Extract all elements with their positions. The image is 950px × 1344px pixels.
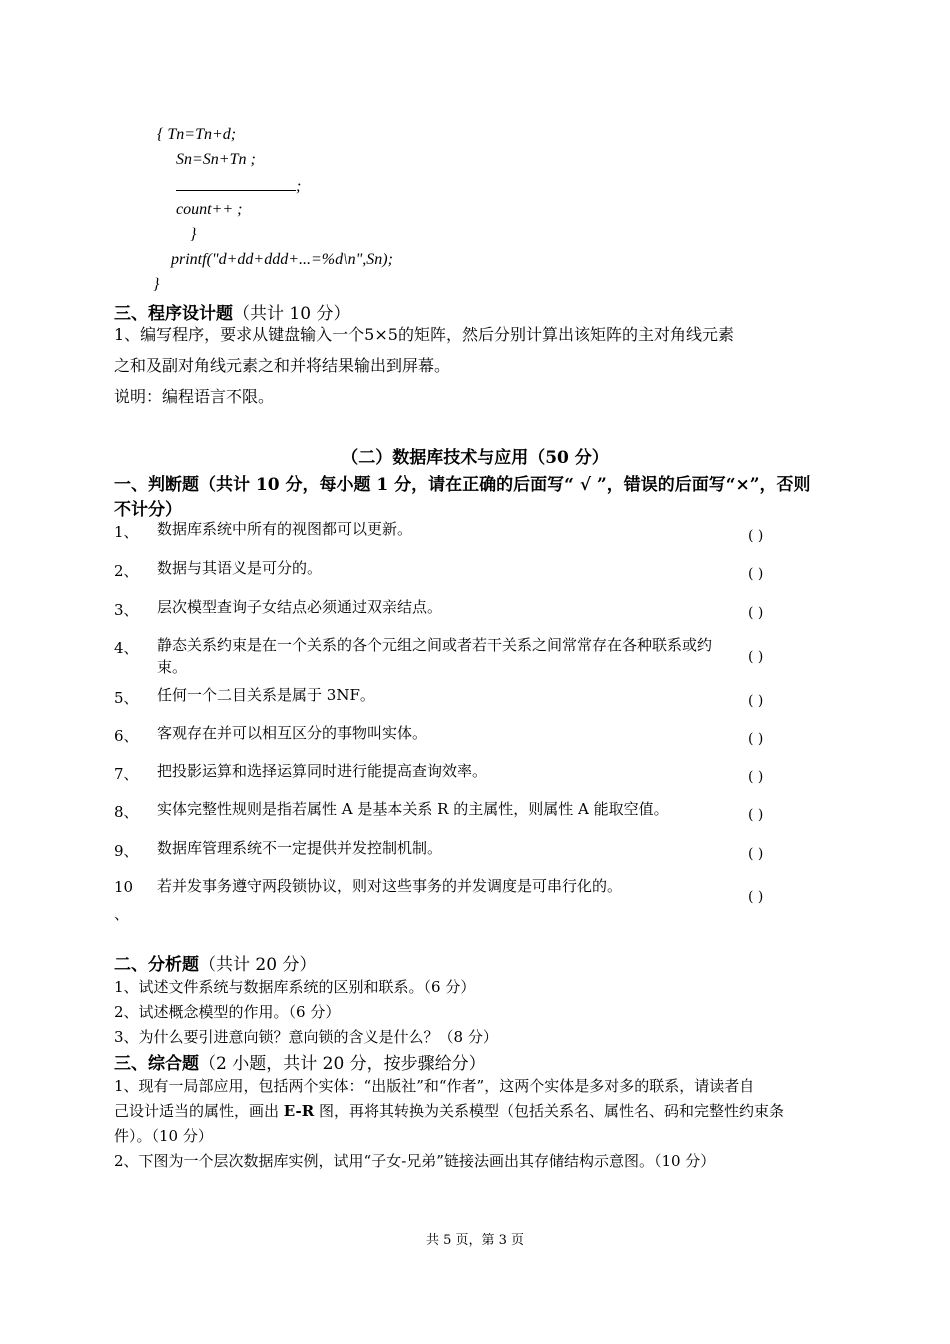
- judge-item-number: 10: [114, 878, 134, 896]
- comprehensive-question-1-line-2: 己设计适当的属性，画出 E-R 图，再将其转换为关系模型（包括关系名、属性名、码和完整性约束条: [114, 1102, 784, 1120]
- answer-paren[interactable]: ( ): [748, 649, 764, 665]
- section-analysis: 二、分析题（共计 20 分）: [114, 955, 317, 975]
- page-footer: 共 5 页，第 3 页: [425, 1233, 525, 1248]
- code-line-1: { Tn=Tn+d;: [157, 126, 237, 143]
- judge-item-number: 4、: [114, 639, 139, 657]
- answer-paren[interactable]: ( ): [748, 769, 764, 785]
- judge-item-text: 客观存在并可以相互区分的事物叫实体。: [157, 724, 428, 742]
- judge-item-text: 实体完整性规则是指若属性 A 是基本关系 R 的主属性，则属性 A 能取空值。: [157, 800, 669, 818]
- judge-item-number: 1、: [114, 523, 139, 541]
- answer-paren[interactable]: ( ): [748, 693, 764, 709]
- judge-item-number: 3、: [114, 601, 139, 619]
- code-line-7: }: [153, 276, 160, 293]
- code-line-5: }: [190, 226, 197, 243]
- program-question-line-1: 1、编写程序，要求从键盘输入一个5×5的矩阵，然后分别计算出该矩阵的主对角线元素: [114, 325, 734, 344]
- judge-item-text: 把投影运算和选择运算同时进行能提高查询效率。: [157, 762, 488, 780]
- judge-item-number-suffix: 、: [114, 905, 130, 923]
- comprehensive-question-1-line-1: 1、现有一局部应用，包括两个实体：“出版社”和“作者”，这两个实体是多对多的联系，请读者自: [114, 1077, 755, 1095]
- judge-title-line-2: 不计分）: [114, 500, 182, 520]
- code-line-4: count++ ;: [176, 201, 243, 218]
- judge-item-number: 5、: [114, 689, 139, 707]
- judge-item-number: 9、: [114, 842, 139, 860]
- section-comprehensive: 三、综合题（2 小题，共计 20 分，按步骤给分）: [114, 1054, 486, 1074]
- analysis-question-3: 3、为什么要引进意向锁？意向锁的含义是什么？（8 分）: [114, 1028, 498, 1046]
- answer-paren[interactable]: ( ): [748, 846, 764, 862]
- judge-item-text: 数据库管理系统不一定提供并发控制机制。: [157, 839, 443, 857]
- program-note: 说明：编程语言不限。: [114, 387, 275, 406]
- answer-paren[interactable]: ( ): [748, 528, 764, 544]
- code-line-3: ;: [176, 176, 301, 196]
- judge-item-text: 若并发事务遵守两段锁协议，则对这些事务的并发调度是可串行化的。: [157, 877, 623, 895]
- answer-paren[interactable]: ( ): [748, 889, 764, 905]
- judge-item-text: 静态关系约束是在一个关系的各个元组之间或者若干关系之间常常存在各种联系或约束。: [157, 636, 713, 676]
- judge-item-number: 8、: [114, 803, 139, 821]
- answer-paren[interactable]: ( ): [748, 731, 764, 747]
- judge-item-number: 6、: [114, 727, 139, 745]
- judge-item-text: 数据与其语义是可分的。: [157, 559, 323, 577]
- section-program-design: 三、程序设计题（共计 10 分）: [114, 304, 351, 324]
- judge-item-text: 任何一个二目关系是属于 3NF。: [157, 686, 375, 704]
- judge-item-number: 2、: [114, 562, 139, 580]
- judge-item-text: 层次模型查询子女结点必须通过双亲结点。: [157, 598, 443, 616]
- program-question-line-2: 之和及副对角线元素之和并将结果输出到屏幕。: [114, 356, 451, 375]
- code-line-2: Sn=Sn+Tn ;: [176, 151, 256, 168]
- analysis-question-1: 1、试述文件系统与数据库系统的区别和联系。（6 分）: [114, 978, 476, 996]
- code-line-6: printf("d+dd+ddd+...=%d\n",Sn);: [171, 251, 393, 268]
- analysis-question-2: 2、试述概念模型的作用。（6 分）: [114, 1003, 341, 1021]
- fill-blank: [176, 176, 296, 191]
- judge-item-text: 数据库系统中所有的视图都可以更新。: [157, 520, 413, 538]
- comprehensive-question-1-line-3: 件）。（10 分）: [114, 1127, 213, 1145]
- answer-paren[interactable]: ( ): [748, 566, 764, 582]
- part-title: （二）数据库技术与应用（50 分）: [341, 448, 609, 468]
- comprehensive-question-2: 2、下图为一个层次数据库实例，试用“子女-兄弟”链接法画出其存储结构示意图。（10 分）: [114, 1152, 716, 1170]
- answer-paren[interactable]: ( ): [748, 807, 764, 823]
- judge-title-line-1: 一、判断题（共计 10 分，每小题 1 分，请在正确的后面写“ √ ”，错误的后面写“×”，否则: [114, 475, 811, 495]
- answer-paren[interactable]: ( ): [748, 605, 764, 621]
- judge-item-number: 7、: [114, 765, 139, 783]
